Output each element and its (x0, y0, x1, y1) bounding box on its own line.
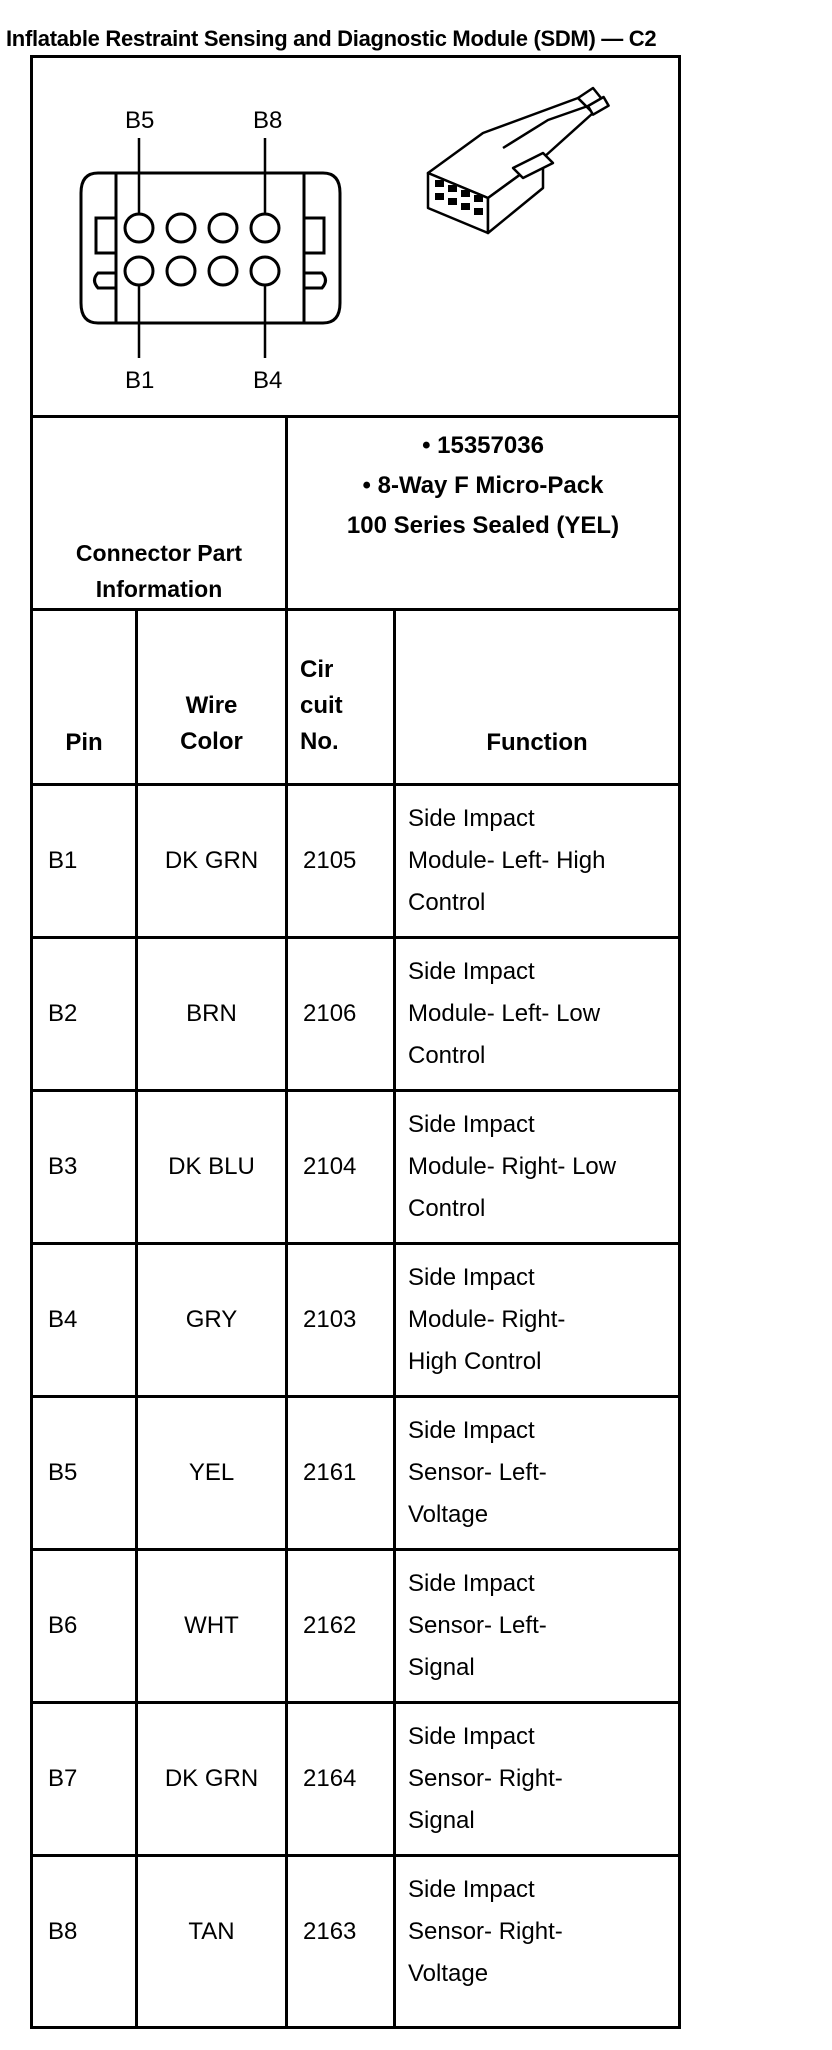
header-pin: Pin (65, 729, 103, 756)
function-line: Control (408, 1195, 486, 1222)
wire-color-cell: DK GRN (164, 847, 259, 874)
function-line: Module- Left- High (408, 847, 606, 874)
pin-cell: B4 (48, 1306, 78, 1333)
function-line: Module- Left- Low (408, 1000, 601, 1027)
wire-color-cell: TAN (188, 1918, 235, 1945)
function-cell (408, 1410, 676, 1536)
function-line: Side Impact (408, 1723, 535, 1750)
function-line: Module- Right- Low (408, 1153, 617, 1180)
cavity-b5 (125, 214, 153, 242)
function-line: Voltage (408, 1960, 489, 1987)
right-slot (304, 273, 326, 288)
column-divider (285, 415, 288, 2027)
label-b8: B8 (253, 107, 283, 134)
row-divider (30, 936, 681, 939)
cavity-b6 (167, 214, 195, 242)
cavity-b1 (125, 257, 153, 285)
function-line: Side Impact (408, 805, 535, 832)
pin-cavities (125, 214, 279, 285)
label-b5: B5 (125, 107, 155, 134)
row-divider (30, 1242, 681, 1245)
function-cell (408, 951, 676, 1077)
circuit-cell: 2103 (303, 1306, 357, 1333)
document-title: Inflatable Restraint Sensing and Diagnostic Module (SDM) — C2 (6, 26, 657, 51)
connector-description: 8-Way F Micro-Pack (377, 472, 604, 499)
circuit-cell: 2163 (303, 1918, 357, 1945)
function-line: Side Impact (408, 1570, 535, 1597)
function-cell (408, 1104, 676, 1230)
circuit-cell: 2104 (303, 1153, 357, 1180)
function-cell (408, 1257, 676, 1383)
function-cell (408, 1563, 676, 1689)
pin-cell: B1 (48, 847, 78, 874)
connector-description-2: 100 Series Sealed (YEL) (346, 512, 620, 539)
cavity-b7 (209, 214, 237, 242)
label-b4: B4 (253, 367, 283, 394)
pin-cell: B5 (48, 1459, 78, 1486)
header-circuit-no: Cir cuit No. (300, 656, 343, 755)
wire-color-cell: DK GRN (164, 1765, 259, 1792)
connector-isometric-icon (428, 88, 609, 233)
cavity-b3 (209, 257, 237, 285)
connector-housing-outline (81, 173, 340, 323)
connector-part-info: • 15357036 • 8-Way F Micro-Pack 100 Series Sealed (YEL) (288, 418, 678, 608)
function-line: Signal (408, 1807, 475, 1834)
function-line: Sensor- Right- (408, 1765, 563, 1792)
function-line: Voltage (408, 1501, 489, 1528)
row-divider (30, 1548, 681, 1551)
left-latch (96, 218, 116, 253)
function-line: Control (408, 1042, 486, 1069)
part-number: 15357036 (437, 432, 544, 459)
wire-color-cell: BRN (186, 1000, 237, 1027)
pin-cell: B6 (48, 1612, 78, 1639)
cavity-b8 (251, 214, 279, 242)
wire-color-cell: GRY (185, 1306, 238, 1333)
pin-cell: B7 (48, 1765, 78, 1792)
function-line: High Control (408, 1348, 542, 1375)
row-divider (30, 1089, 681, 1092)
function-line: Control (408, 889, 486, 916)
function-line: Sensor- Right- (408, 1918, 563, 1945)
function-cell (408, 1716, 676, 1842)
function-line: Signal (408, 1654, 475, 1681)
circuit-cell: 2106 (303, 1000, 357, 1027)
divider-info (30, 608, 681, 611)
function-line: Module- Right- (408, 1306, 566, 1333)
circuit-cell: 2105 (303, 847, 357, 874)
column-divider (393, 608, 396, 2027)
row-divider (30, 1395, 681, 1398)
function-line: Sensor- Left- (408, 1612, 547, 1639)
function-cell (408, 798, 676, 924)
cavity-b4 (251, 257, 279, 285)
right-latch (304, 218, 324, 253)
function-line: Side Impact (408, 1876, 535, 1903)
circuit-cell: 2161 (303, 1459, 357, 1486)
cavity-b2 (167, 257, 195, 285)
connector-inner-body (116, 173, 304, 323)
function-line: Side Impact (408, 958, 535, 985)
label-b1: B1 (125, 367, 155, 394)
connector-diagram (33, 58, 678, 415)
function-line: Side Impact (408, 1264, 535, 1291)
circuit-cell: 2162 (303, 1612, 357, 1639)
divider-header (30, 783, 681, 786)
pin-cell: B3 (48, 1153, 78, 1180)
function-line: Side Impact (408, 1417, 535, 1444)
left-slot (95, 273, 117, 288)
pin-cell: B8 (48, 1918, 78, 1945)
connector-part-info-label: Connector Part Information (75, 540, 243, 602)
circuit-cell: 2164 (303, 1765, 357, 1792)
pin-cell: B2 (48, 1000, 78, 1027)
wire-color-cell: WHT (184, 1612, 239, 1639)
row-divider (30, 1701, 681, 1704)
header-wire-color: Wire Color (180, 692, 243, 755)
row-divider (30, 1854, 681, 1857)
function-line: Sensor- Left- (408, 1459, 547, 1486)
wire-color-cell: DK BLU (168, 1153, 255, 1180)
function-cell (408, 1869, 676, 1995)
wire-color-cell: YEL (188, 1459, 235, 1486)
header-function: Function (486, 729, 588, 756)
function-line: Side Impact (408, 1111, 535, 1138)
leader-lines (139, 138, 265, 358)
